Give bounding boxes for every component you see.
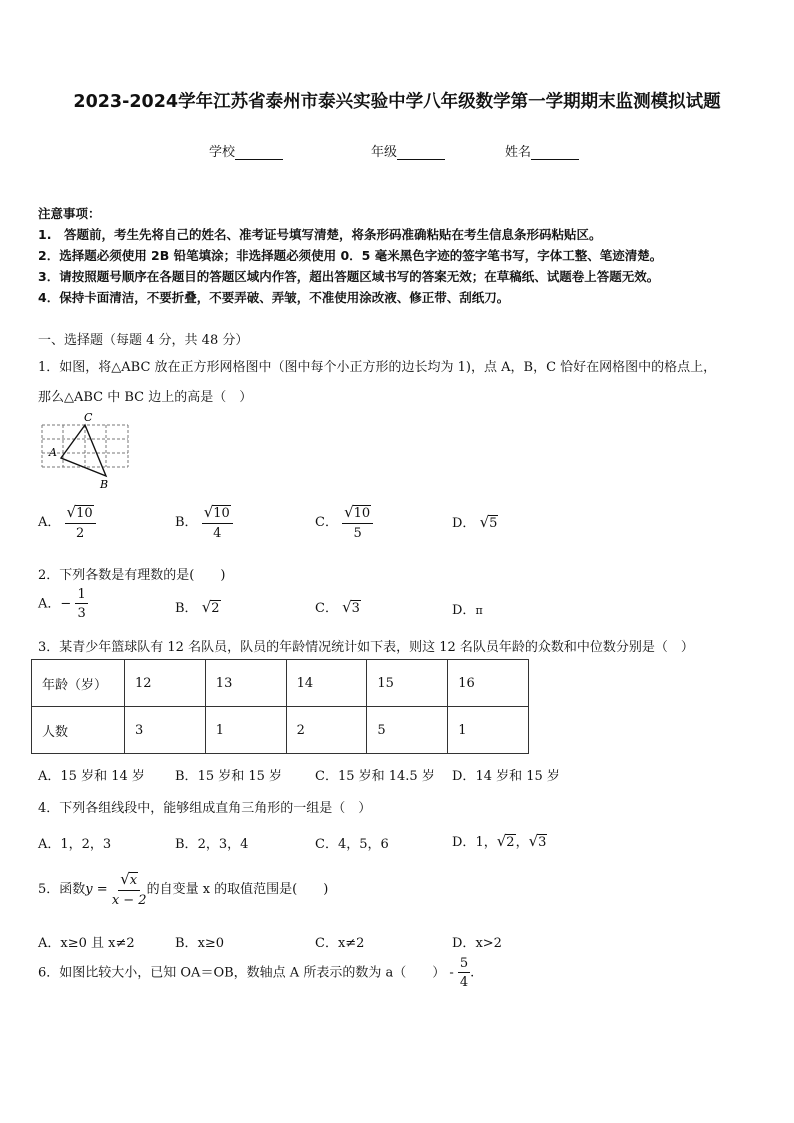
q1-line2: 那么△ABC 中 BC 边上的高是（ ） <box>38 390 253 405</box>
table-cell: 15 <box>367 660 448 707</box>
q5-option-b[interactable]: B．x≥0 <box>175 936 225 951</box>
table-cell: 2 <box>286 707 367 754</box>
q3-option-b[interactable]: B．15 岁和 15 岁 <box>175 769 283 784</box>
label-b: B <box>100 478 109 490</box>
triangle-abc <box>61 425 106 476</box>
q2-option-a[interactable]: A．− $\frac{1}{3}$ <box>38 587 86 621</box>
q3-option-c[interactable]: C．15 岁和 14.5 岁 <box>315 769 435 784</box>
q5-option-c[interactable]: C．x≠2 <box>315 936 365 951</box>
q3-text: 3．某青少年篮球队有 12 名队员，队员的年龄情况统计如下表，则这 12 名队员年龄的众数和中位数分别是（ ） <box>38 640 694 655</box>
table-cell: 1 <box>448 707 529 754</box>
grade-blank[interactable] <box>397 146 445 160</box>
table-cell: 人数 <box>32 707 125 754</box>
q1-line1: 1．如图，将△ABC 放在正方形网格图中（图中每个小正方形的边长均为 1)，点 A，B，C 恰好在网格图中的格点上， <box>38 360 717 375</box>
table-row <box>32 707 529 754</box>
notice-item-2: 2．选择题必须使用 2B 铅笔填涂；非选择题必须使用 0．5 毫米黑色字迹的签字笔书写，字体工整、笔迹清楚。 <box>38 248 663 263</box>
table-cell: 年龄（岁） <box>32 660 125 707</box>
q2-option-b[interactable]: B． √ 2 <box>175 598 220 617</box>
q4-option-c[interactable]: C．4，5，6 <box>315 837 389 852</box>
q2-text: 2．下列各数是有理数的是( ) <box>38 568 226 583</box>
q4-option-a[interactable]: A．1，2，3 <box>38 837 112 852</box>
name-field <box>505 141 579 160</box>
table-cell: 13 <box>205 660 286 707</box>
q2-option-d[interactable]: D．π <box>452 603 483 618</box>
name-label: 姓名 <box>505 145 532 160</box>
q1-grid-figure <box>38 410 138 490</box>
q5-option-d[interactable]: D．x>2 <box>452 936 502 951</box>
q1-option-c[interactable]: C． √ 10 5 <box>315 505 373 540</box>
label-c: C <box>84 411 93 424</box>
table-row <box>32 660 529 707</box>
page-title: 2023-2024学年江苏省泰州市泰兴实验中学八年级数学第一学期期末监测模拟试题 <box>73 92 721 112</box>
q1-option-b[interactable]: B． √ 10 4 <box>175 505 233 540</box>
notice-item-4: 4．保持卡面清洁，不要折叠，不要弄破、弄皱，不准使用涂改液、修正带、刮纸刀。 <box>38 290 510 305</box>
table-cell: 5 <box>367 707 448 754</box>
notice-item-3: 3．请按照题号顺序在各题目的答题区域内作答，超出答题区域书写的答案无效；在草稿纸、试题卷上答题无效。 <box>38 269 660 284</box>
table-cell: 1 <box>205 707 286 754</box>
school-blank[interactable] <box>235 146 283 160</box>
q1-option-a[interactable]: A． √ 10 2 <box>38 505 96 540</box>
q4-option-b[interactable]: B．2，3，4 <box>175 837 249 852</box>
q4-text: 4．下列各组线段中，能够组成直角三角形的一组是（ ） <box>38 801 372 816</box>
q1-option-d[interactable]: D． √ 5 <box>452 513 498 532</box>
q5-option-a[interactable]: A．x≥0 且 x≠2 <box>38 936 135 951</box>
label-a: A <box>49 446 57 459</box>
section-heading: 一、选择题（每题 4 分，共 48 分） <box>38 333 249 348</box>
q3-option-d[interactable]: D．14 岁和 15 岁 <box>452 769 560 784</box>
notice-item-1: 1. 答题前，考生先将自己的姓名、准考证号填写清楚，将条形码准确粘贴在考生信息条形码粘贴区。 <box>38 227 602 242</box>
table-cell: 16 <box>448 660 529 707</box>
school-field <box>209 141 283 160</box>
q3-option-a[interactable]: A．15 岁和 14 岁 <box>38 769 145 784</box>
q5-text: 5．函数y = √ x x − 2 的自变量 x 的取值范围是( ) <box>38 870 329 909</box>
q2-option-c[interactable]: C． √ 3 <box>315 598 360 617</box>
grade-label: 年级 <box>371 145 398 160</box>
age-table <box>31 659 529 754</box>
grade-field <box>371 141 445 160</box>
school-label: 学校 <box>209 145 236 160</box>
q6-text: 6．如图比较大小，已知 OA＝OB，数轴点 A 所表示的数为 a（ ） - $\frac{5}{4}$ . <box>38 956 475 990</box>
name-blank[interactable] <box>531 146 579 160</box>
table-cell: 12 <box>125 660 206 707</box>
q4-option-d[interactable]: D．1， √ 2 ， √ 3 <box>452 832 547 851</box>
notice-heading: 注意事项： <box>38 206 101 221</box>
table-cell: 3 <box>125 707 206 754</box>
table-cell: 14 <box>286 660 367 707</box>
